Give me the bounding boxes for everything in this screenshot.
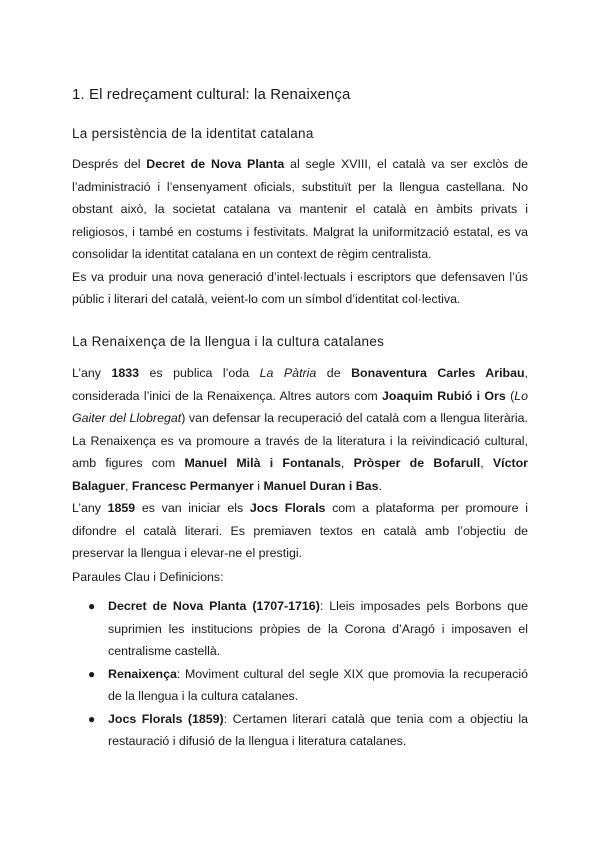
keyword-definition: : Certamen literari català que tenia com a objectiu la restauració i difusió de la llengua i literatura catalanes. <box>108 711 528 748</box>
list-item <box>72 595 528 663</box>
bullet-icon: ● <box>88 599 96 613</box>
bold-term: Decret de Nova Planta <box>146 157 285 171</box>
paragraph-renaixenca <box>72 362 528 565</box>
subsection-title-renaixenca: La Renaixença de la llengua i la cultura catalanes <box>72 334 385 349</box>
paragraph-renaixenca-1: L’any 1833 es publica l’oda La Pàtria de Bonaventura Carles Aribau, considerada l’inici de la Renaixença. Altres autors com Joaquim Rubió i Ors (Lo Gaiter del Llobregat) van defensar la recuperació del català com a llengua literària. La Renaixença es va promoure a través de la literatura i la reivindicació cultural, amb figures com Manuel Milà i Fontanals, Pròsper de Bofarull, Víctor Balaguer, Francesc Permanyer i Manuel Duran i Bas. <box>72 366 528 493</box>
keywords-list <box>72 595 528 753</box>
keyword-term: Jocs Florals (1859) <box>108 711 224 726</box>
paragraph-identity-2: Es va produir una nova generació d’intel·lectuals i escriptors que defensaven l’ús públic i literari del català, veient-lo com un símbol d’identitat col·lectiva. <box>72 269 528 306</box>
paragraph-identity <box>72 153 528 311</box>
keyword-definition: : Lleis imposades pels Borbons que suprimien les institucions pròpies de la Corona d’Aragó i imposaven el centralisme castellà. <box>108 599 528 658</box>
keywords-title: Paraules Clau i Definicions: <box>72 570 224 584</box>
paragraph-identity-1: Després del Decret de Nova Planta al segle XVIII, el català va ser exclòs de l’administració i l’ensenyament oficials, substituït per la llengua castellana. No obstant això, la societat catalana va mantenir el català en àmbits privats i religiosos, i també en costums i festivitats. Malgrat la uniformització estatal, es va consolidar la identitat catalana en un context de règim centralista. <box>72 157 529 261</box>
bullet-icon: ● <box>88 666 96 681</box>
keyword-definition: : Moviment cultural del segle XIX que promovia la recuperació de la llengua i la cultura catalanes. <box>108 666 528 703</box>
keyword-term: Renaixença <box>108 666 177 681</box>
subsection-title-identity: La persistència de la identitat catalana <box>72 126 314 141</box>
keyword-term: Decret de Nova Planta (1707-1716) <box>108 599 320 613</box>
section-title: 1. El redreçament cultural: la Renaixença <box>72 86 351 103</box>
paragraph-renaixenca-2: L’any 1859 es van iniciar els Jocs Florals com a plataforma per promoure i difondre el català literari. Es premiaven textos en català amb l’objectiu de preservar la llengua i elevar-ne el prestigi. <box>72 501 528 560</box>
list-item <box>72 708 528 753</box>
list-item <box>72 663 528 708</box>
bullet-icon: ● <box>88 711 96 726</box>
